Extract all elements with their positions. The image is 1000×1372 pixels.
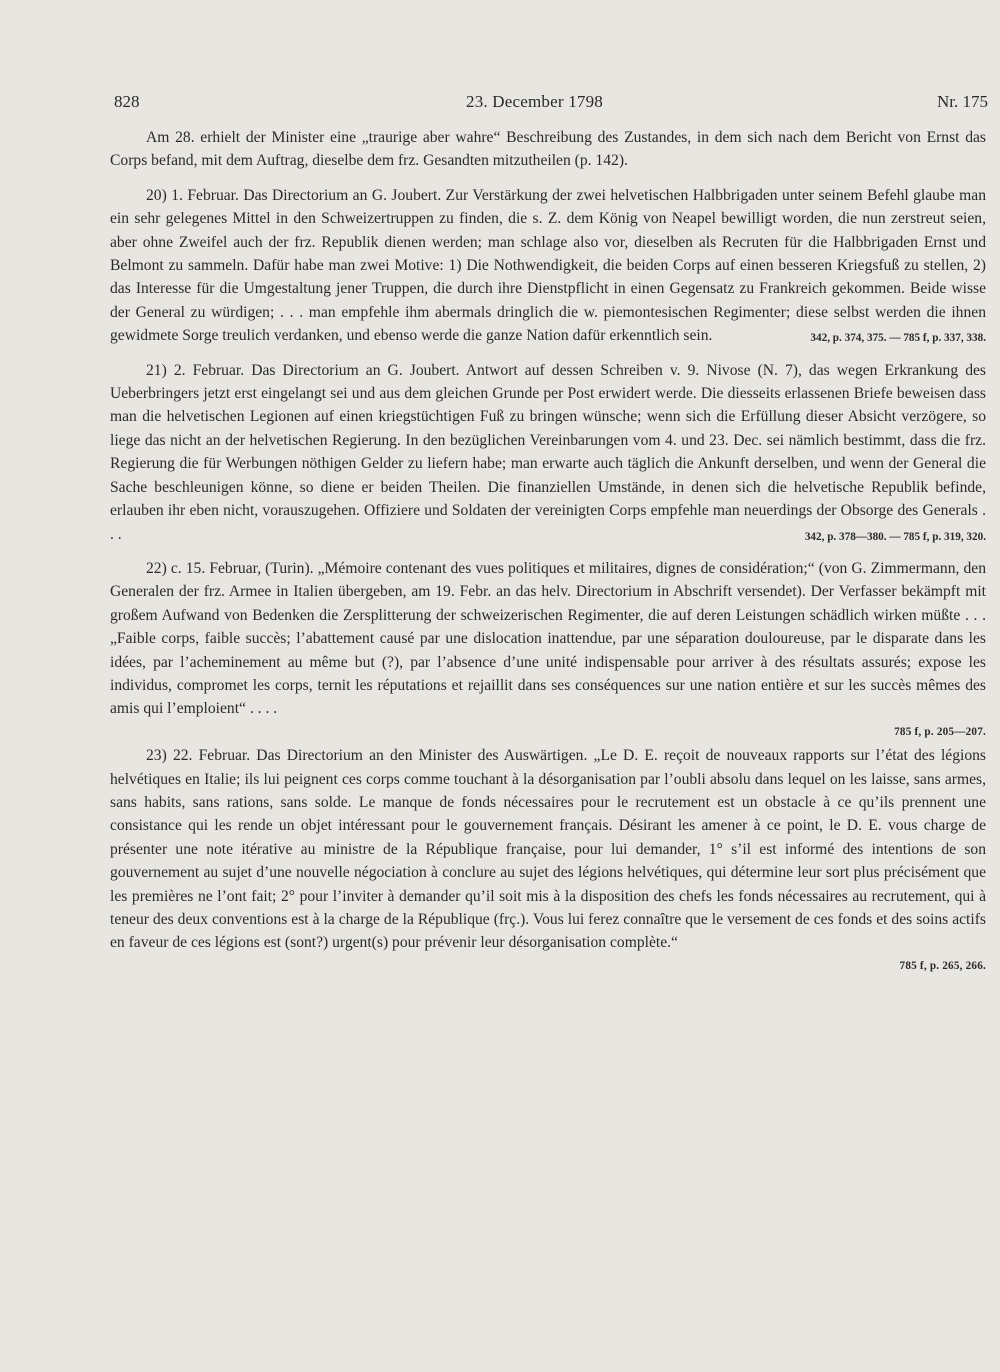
document-number: Nr. 175 [937, 92, 988, 111]
archive-reference: 785 f, p. 265, 266. [899, 959, 986, 972]
paragraph-20 [110, 184, 986, 348]
archive-reference: 342, p. 378—380. — 785 f, p. 319, 320. [804, 530, 986, 543]
running-header [114, 92, 988, 118]
archive-reference: 785 f, p. 205—207. [894, 725, 986, 738]
paragraph-22: 22) c. 15. Februar, (Turin). „Mémoire contenant des vues politiques et militaires, dignes de considération;“ (von G. Zimmermann, den Generalen der frz. Armee in Italien übergeben, am 19. Febr. an das helv. Directorium in Abschrift versendet). Der Verfasser bekämpft mit großem Aufwand von Bedenken die Zersplitterung der schweizerischen Regimenter, die auf deren Leistungen schädlich wirken müßte . . . „Faible corps, faible succès; l’abattement causé par une dislocation inattendue, par une séparation douloureuse, par le disparate dans les idées, par l’acheminement au même but (?), par l’absence d’une unité indispensable pour arriver à des résultats assurés; expose les individus, compromet les corps, ternit les réputations et rejaillit dans ses conséquences sur une nation entière et sur les succès mêmes des amis qui l’emploient“ . . . . [110, 559, 986, 718]
paragraph-text: 20) 1. Februar. Das Directorium an G. Joubert. Zur Verstärkung der zwei helvetischen Halbbrigaden unter seinem Befehl glaube man ein sehr gelegenes Mittel in den Schweizertruppen zu finden, die s. Z. dem König von Neapel bewilligt worden, die nun zerstreut seien, aber ohne Zweifel auch der frz. Republik dienen werden; man schlage also vor, dieselben als Recruten für die Halbbrigaden Ernst und Belmont zu sammeln. Dafür habe man zwei Motive: 1) Die Nothwendigkeit, die beiden Corps auf einen besseren Kriegsfuß zu stellen, 2) das Interesse für die Umgestaltung jener Truppen, die durch ihre Dienstpflicht in einen Gegensatz zu Frankreich gekommen. Beide wisse der General zu würdigen; . . . man empfehle ihm abermals dringlich die w. piemontesischen Regimenter; diese selbst werden die ihnen gewidmete Sorge treulich verdanken, und ebenso werde die ganze Nation dafür erkenntlich sein. [110, 186, 986, 345]
page-number: 828 [114, 92, 140, 111]
paragraph-23: 23) 22. Februar. Das Directorium an den Minister des Auswärtigen. „Le D. E. reçoit de nouveaux rapports sur l’état des légions helvétiques en Italie; ils lui peignent ces corps comme touchant à la désorganisation par l’oubli absolu dans lequel on les laisse, sans armes, sans habits, sans rations, sans solde. Le manque de fonds nécessaires pour le recrutement est un obstacle à ce qu’ils prennent une consistance qui les rende un objet intéressant pour le gouvernement français. Désirant les amener à ce point, le D. E. vous charge de présenter une note itérative au ministre de la République française, pour lui demander, 1° s’il est informé des intentions de son gouvernement au sujet d’une nouvelle négociation à conclure au sujet des légions helvétiques, qui détermine leur sort plus précisément que les premières ne l’ont fait; 2° pour l’inviter à demander qu’il soit mis à la disposition des chefs les fonds nécessaires au recrutement, qui à teneur des deux conventions est à la charge de la République (frç.). Vous lui ferez connaître que le versement de ces fonds et des soins actifs en faveur de ces légions est (sont?) urgent(s) pour prévenir leur désorganisation complète.“ [110, 747, 986, 952]
paragraph-21 [110, 359, 986, 546]
paragraph-text: 21) 2. Februar. Das Directorium an G. Joubert. Antwort auf dessen Schreiben v. 9. Nivose (N. 7), das wegen Erkrankung des Ueberbringers jetzt erst eingelangt sei und aus dem gleichen Grunde per Post erwidert werde. Die diesseits erlassenen Briefe beweisen dass man die helvetischen Legionen auf einen kriegstüchtigen Fuß zu bringen wünsche; wenn sich die Erfüllung dieser Absicht verzögere, so liege das nicht an der helvetischen Regierung. In den bezüglichen Vereinbarungen vom 4. und 23. Dec. sei nämlich bestimmt, dass die frz. Regierung die für Werbungen nöthigen Gelder zu liefern habe; man erwarte auch täglich die Ankunft derselben, und wenn der General die Sache beschleunigen könne, so diene er beiden Theilen. Die finanziellen Umstände, in denen sich die helvetische Republik befinde, erlauben ihr eben nicht, vorauszugehen. Offiziere und Soldaten der vereinigten Corps empfehle man neuerdings der Obsorge des Generals . . . [110, 361, 986, 543]
archive-reference: 342, p. 374, 375. — 785 f, p. 337, 338. [810, 332, 986, 345]
document-body [110, 126, 986, 978]
paragraph-intro: Am 28. erhielt der Minister eine „traurige aber wahre“ Beschreibung des Zustandes, in dem sich nach dem Bericht von Ernst das Corps befand, mit dem Auftrag, dieselbe dem frz. Gesandten mitzutheilen (p. 142). [110, 129, 986, 170]
header-date: 23. December 1798 [466, 92, 603, 111]
